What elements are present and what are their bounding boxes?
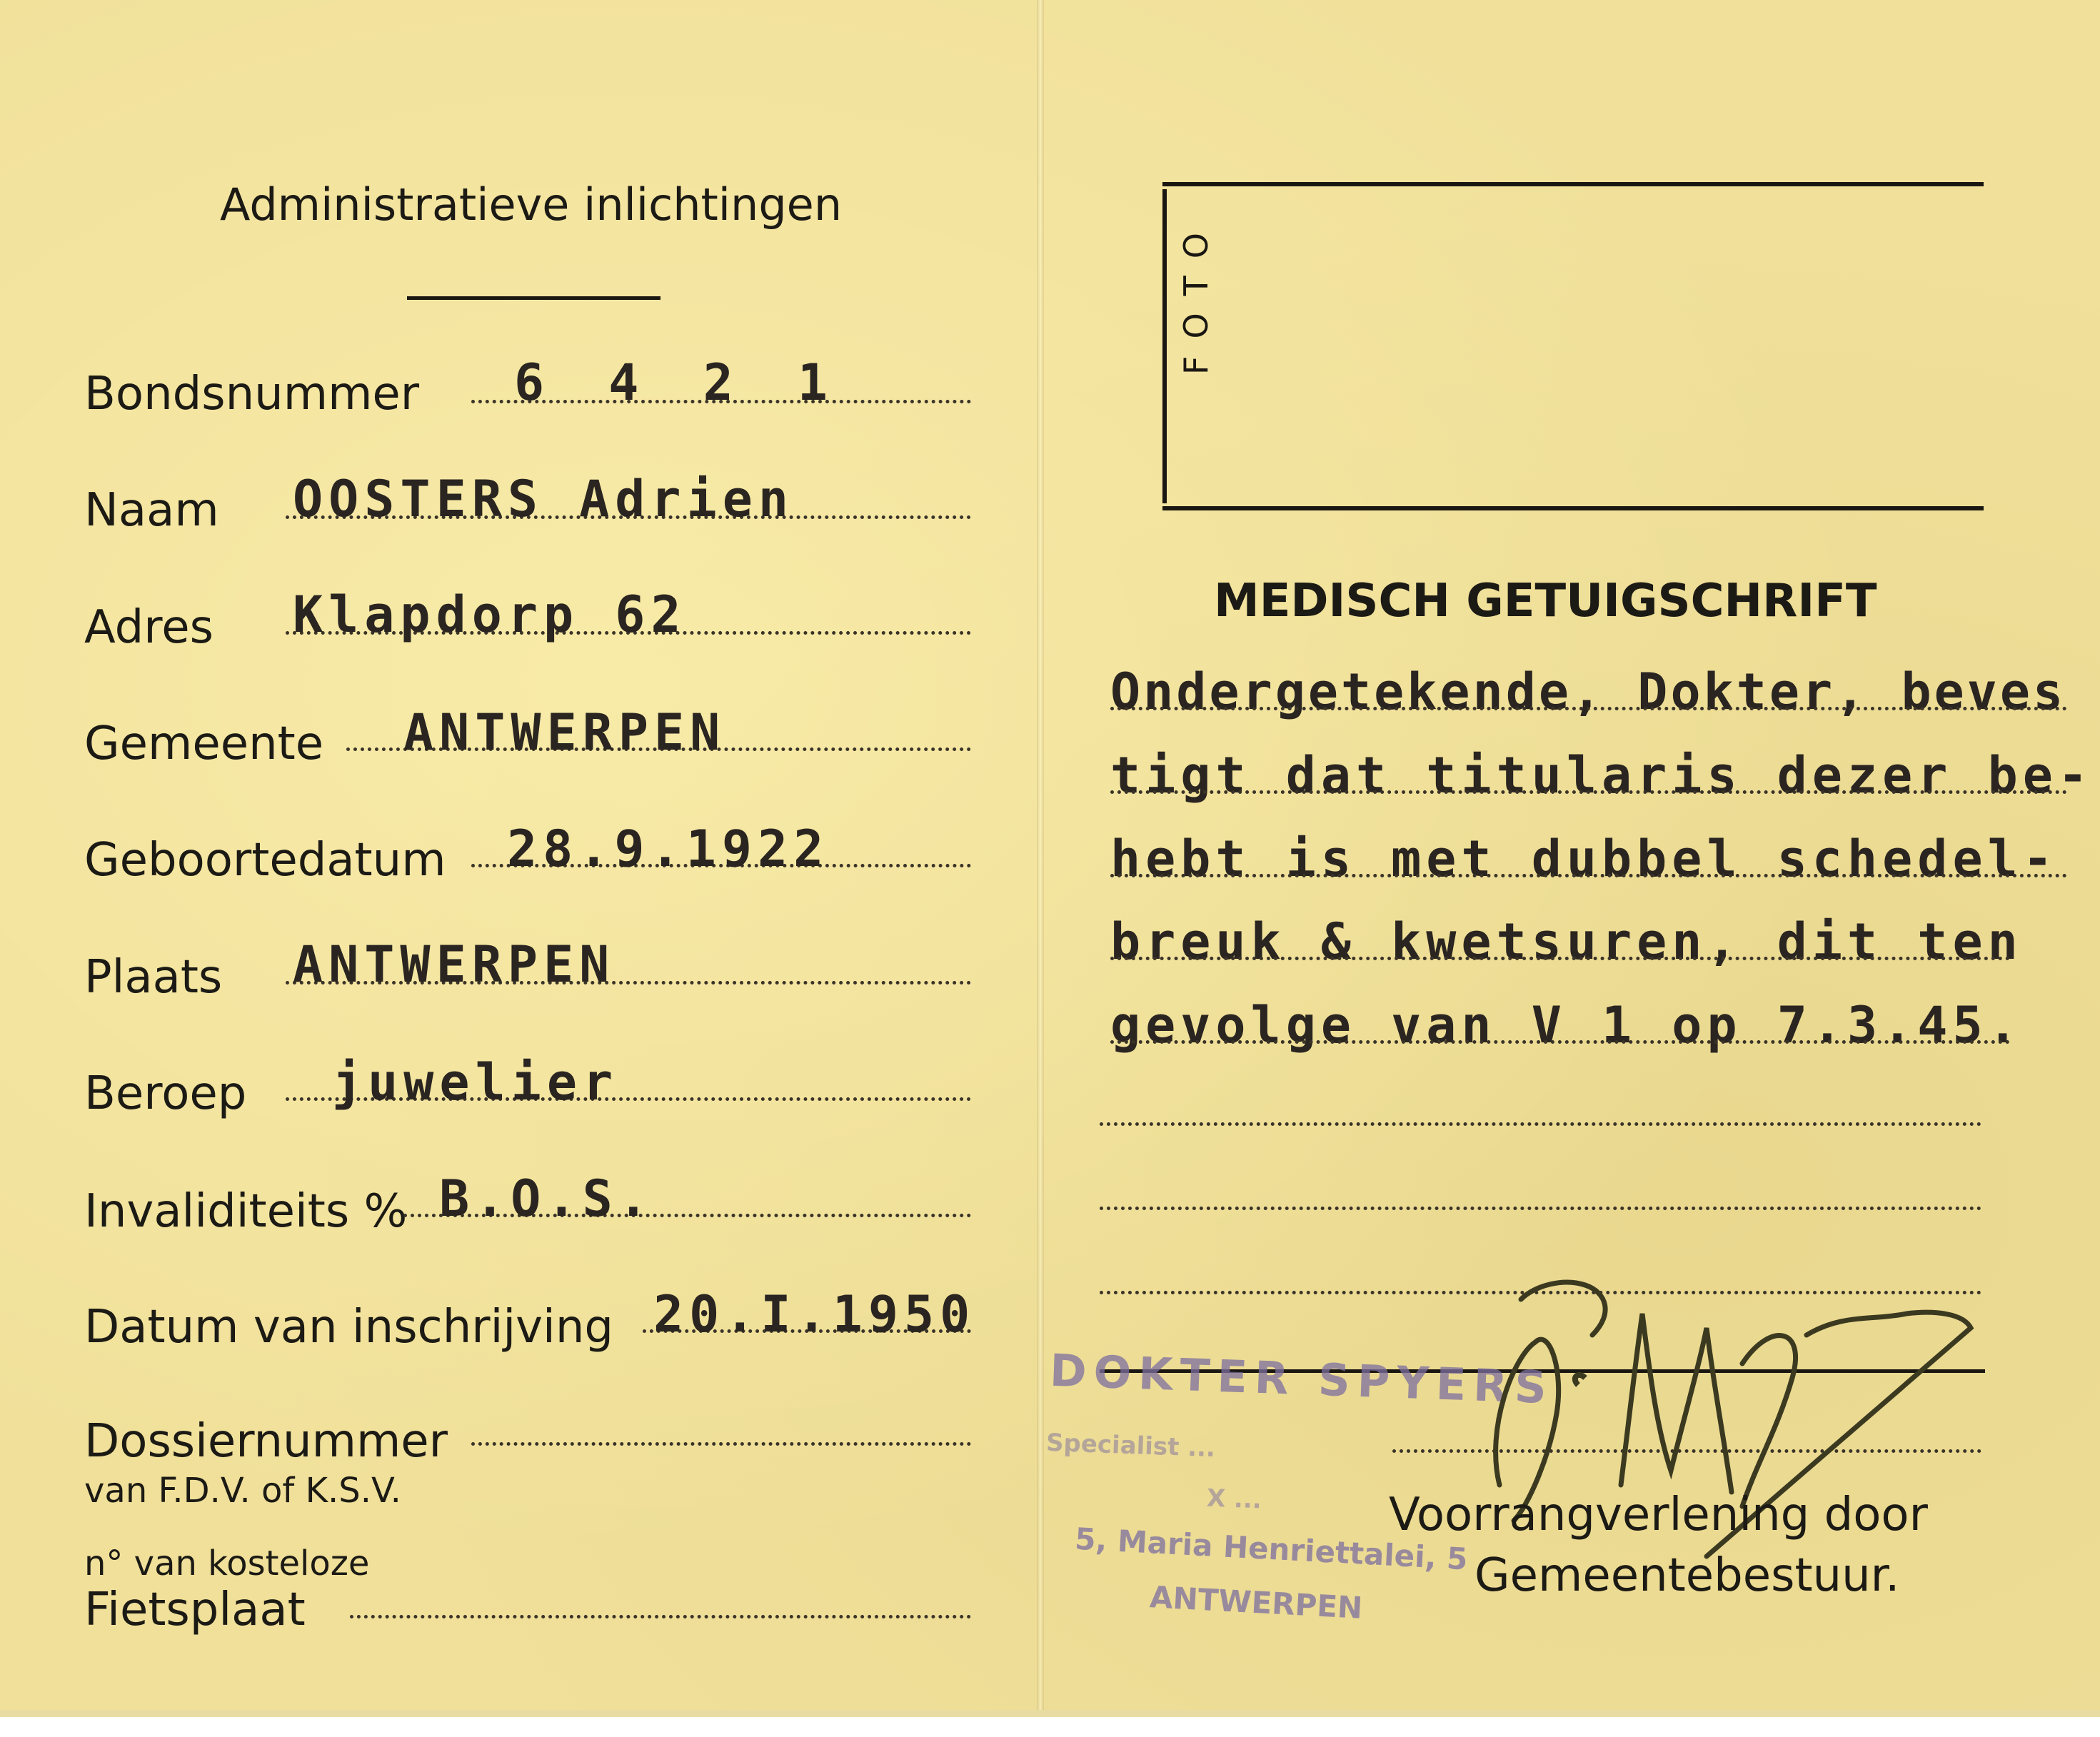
field-value: ANTWERPEN — [293, 935, 616, 994]
dotted-line — [350, 1615, 971, 1618]
title-underline — [407, 296, 660, 300]
field-label: Geboortedatum — [84, 834, 446, 887]
field-value: 6 4 2 1 — [514, 353, 845, 412]
footer-line-2: Gemeentebestuur. — [1474, 1549, 1900, 1602]
stamp-line: 5, Maria Henriettalei, 5 — [1074, 1521, 1469, 1577]
photo-frame — [1162, 182, 1984, 510]
center-fold — [1037, 0, 1044, 1713]
field-label: Bondsnummer — [84, 368, 420, 421]
dotted-line — [1110, 707, 2067, 710]
page-title: Administratieve inlichtingen — [220, 178, 843, 231]
certificate-line: hebt is met dubbel schedel- — [1110, 830, 2058, 888]
dotted-line — [471, 1442, 971, 1446]
field-label: Gemeente — [84, 718, 324, 770]
stamp-line: X ... — [1206, 1484, 1262, 1515]
dotted-line — [1100, 1122, 1981, 1126]
field-value: B.O.S. — [439, 1169, 654, 1228]
certificate-line: tigt dat titularis dezer be- — [1110, 746, 2094, 805]
field-label: Datum van inschrijving — [84, 1301, 613, 1354]
footer-line-1: Voorrangverlening door — [1389, 1489, 1928, 1541]
dotted-line — [1100, 1207, 1981, 1210]
field-value: 28.9.1922 — [507, 820, 830, 878]
field-label: Fietsplaat — [84, 1584, 306, 1636]
stamp-line: ANTWERPEN — [1148, 1579, 1364, 1626]
foto-label: FOTO — [1177, 216, 1215, 375]
card-bottom-edge — [0, 1710, 2100, 1717]
certificate-heading: MEDISCH GETUIGSCHRIFT — [1214, 575, 1877, 628]
field-label: Beroep — [84, 1067, 247, 1120]
dotted-line — [1110, 957, 2010, 960]
field-label: Dossiernummer — [84, 1415, 448, 1468]
dotted-line — [1110, 1040, 2010, 1044]
stamp-line: Specialist ... — [1045, 1428, 1216, 1464]
dotted-line — [1110, 874, 2067, 877]
field-label: Naam — [84, 484, 219, 537]
field-sublabel: van F.D.V. of K.S.V. — [84, 1471, 401, 1511]
field-value: OOSTERS Adrien — [293, 470, 795, 528]
field-value: Klapdorp 62 — [293, 585, 687, 644]
field-label: Adres — [84, 601, 213, 654]
certificate-line: Ondergetekende, Dokter, beves — [1110, 663, 2066, 721]
stamp-line: DOKTER SPYERS — [1048, 1344, 1554, 1414]
field-label: Invaliditeits % — [84, 1185, 408, 1238]
field-value: 20.I.1950 — [653, 1285, 976, 1344]
certificate-line: gevolge van V 1 op 7.3.45. — [1110, 996, 2023, 1054]
field-label: Plaats — [84, 951, 223, 1004]
field-value: juwelier — [332, 1053, 619, 1112]
certificate-line: breuk & kwetsuren, dit ten — [1110, 912, 2023, 971]
field-value: ANTWERPEN — [403, 703, 726, 762]
field-sublabel: n° van kosteloze — [84, 1544, 370, 1584]
dotted-line — [1110, 790, 2067, 794]
